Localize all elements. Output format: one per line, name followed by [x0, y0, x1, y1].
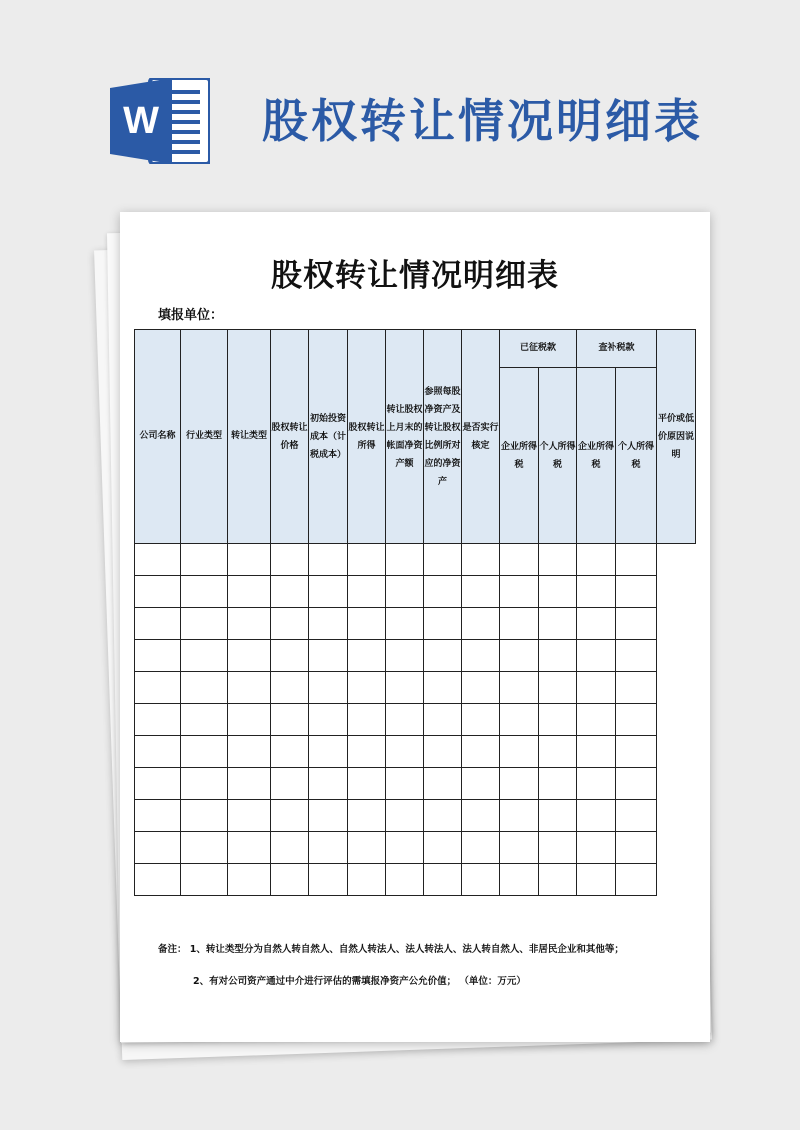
table-cell[interactable]	[500, 736, 539, 768]
table-cell[interactable]	[500, 864, 539, 896]
table-cell[interactable]	[181, 864, 228, 896]
table-cell[interactable]	[135, 544, 181, 576]
header-share-net-assets: 参照每股净资产及转让股权比例所对应的净资产	[424, 330, 462, 544]
table-cell[interactable]	[135, 832, 181, 864]
table-cell[interactable]	[616, 832, 657, 864]
share-transfer-table	[134, 329, 696, 896]
table-cell[interactable]	[348, 768, 386, 800]
table-cell[interactable]	[271, 800, 309, 832]
table-cell[interactable]	[228, 736, 271, 768]
table-cell[interactable]	[348, 576, 386, 608]
table-cell[interactable]	[228, 800, 271, 832]
table-cell[interactable]	[309, 736, 348, 768]
table-cell[interactable]	[181, 800, 228, 832]
header-supplement-tax: 查补税款	[577, 330, 657, 368]
table-cell[interactable]	[386, 736, 424, 768]
table-cell[interactable]	[135, 672, 181, 704]
table-cell[interactable]	[500, 704, 539, 736]
table-cell[interactable]	[386, 544, 424, 576]
table-cell[interactable]	[577, 736, 616, 768]
table-cell[interactable]	[181, 576, 228, 608]
table-cell[interactable]	[181, 704, 228, 736]
table-cell[interactable]	[309, 864, 348, 896]
table-cell[interactable]	[539, 576, 577, 608]
table-cell[interactable]	[309, 704, 348, 736]
table-cell[interactable]	[271, 608, 309, 640]
table-cell[interactable]	[539, 608, 577, 640]
table-cell[interactable]	[616, 704, 657, 736]
table-cell[interactable]	[309, 576, 348, 608]
table-cell[interactable]	[539, 800, 577, 832]
table-cell[interactable]	[386, 832, 424, 864]
header-transfer-type: 转让类型	[228, 330, 271, 544]
table-cell[interactable]	[271, 544, 309, 576]
header-industry-type: 行业类型	[181, 330, 228, 544]
table-cell[interactable]	[271, 832, 309, 864]
filler-unit-label: 填报单位：	[158, 308, 224, 323]
table-cell[interactable]	[539, 736, 577, 768]
table-cell[interactable]	[424, 736, 462, 768]
table-row	[135, 768, 696, 800]
table-cell[interactable]	[577, 544, 616, 576]
table-cell[interactable]	[500, 608, 539, 640]
table-cell[interactable]	[135, 576, 181, 608]
table-cell[interactable]	[228, 544, 271, 576]
table-cell[interactable]	[135, 800, 181, 832]
table-cell[interactable]	[500, 672, 539, 704]
table-cell[interactable]	[348, 672, 386, 704]
table-cell[interactable]	[271, 864, 309, 896]
table-row	[135, 672, 696, 704]
table-cell[interactable]	[271, 704, 309, 736]
table-cell[interactable]	[577, 768, 616, 800]
table-row	[135, 736, 696, 768]
table-cell[interactable]	[577, 864, 616, 896]
table-body	[135, 544, 696, 896]
table-cell[interactable]	[424, 672, 462, 704]
table-cell[interactable]	[424, 640, 462, 672]
table-cell[interactable]	[462, 608, 500, 640]
table-cell[interactable]	[135, 640, 181, 672]
banner-title: 股权转让情况明细表	[262, 94, 703, 148]
header-verified: 是否实行核定	[462, 330, 500, 544]
table-cell[interactable]	[228, 832, 271, 864]
table-cell[interactable]	[135, 736, 181, 768]
table-cell[interactable]	[348, 864, 386, 896]
header-transfer-income: 股权转让所得	[348, 330, 386, 544]
svg-text:W: W	[123, 100, 159, 142]
table-cell[interactable]	[616, 768, 657, 800]
table-cell[interactable]	[500, 768, 539, 800]
table-row	[135, 832, 696, 864]
table-cell[interactable]	[500, 576, 539, 608]
table-cell[interactable]	[462, 800, 500, 832]
header-company-name: 公司名称	[135, 330, 181, 544]
table-cell[interactable]	[462, 864, 500, 896]
table-cell[interactable]	[616, 608, 657, 640]
table-row	[135, 864, 696, 896]
table-cell[interactable]	[539, 864, 577, 896]
table-cell[interactable]	[616, 736, 657, 768]
table-cell[interactable]	[309, 800, 348, 832]
table-cell[interactable]	[181, 832, 228, 864]
table-cell[interactable]	[616, 640, 657, 672]
table-cell[interactable]	[348, 704, 386, 736]
table-cell[interactable]	[616, 544, 657, 576]
table-row	[135, 800, 696, 832]
table-cell[interactable]	[462, 672, 500, 704]
table-cell[interactable]	[577, 640, 616, 672]
table-cell[interactable]	[577, 608, 616, 640]
table-cell[interactable]	[424, 704, 462, 736]
table-cell[interactable]	[539, 672, 577, 704]
header-initial-cost: 初始投资成本（计税成本）	[309, 330, 348, 544]
table-cell[interactable]	[228, 768, 271, 800]
table-cell[interactable]	[386, 576, 424, 608]
table-cell[interactable]	[539, 704, 577, 736]
table-cell[interactable]	[386, 672, 424, 704]
table-cell[interactable]	[424, 544, 462, 576]
table-cell[interactable]	[135, 608, 181, 640]
header-collected-tax: 已征税款	[500, 330, 577, 368]
table-cell[interactable]	[135, 704, 181, 736]
table-cell[interactable]	[462, 768, 500, 800]
table-cell[interactable]	[271, 672, 309, 704]
table-row	[135, 608, 696, 640]
table-cell[interactable]	[271, 640, 309, 672]
table-cell[interactable]	[228, 576, 271, 608]
table-cell[interactable]	[424, 864, 462, 896]
table-row	[135, 704, 696, 736]
table-cell[interactable]	[228, 864, 271, 896]
table-cell[interactable]	[577, 672, 616, 704]
table-cell[interactable]	[386, 608, 424, 640]
table-row	[135, 640, 696, 672]
table-cell[interactable]	[228, 608, 271, 640]
table-cell[interactable]	[309, 832, 348, 864]
table-cell[interactable]	[539, 544, 577, 576]
table-cell[interactable]	[348, 832, 386, 864]
table-cell[interactable]	[135, 768, 181, 800]
table-cell[interactable]	[348, 800, 386, 832]
table-cell[interactable]	[462, 704, 500, 736]
note-line-1: 备注： 1、转让类型分为自然人转自然人、自然人转法人、法人转法人、法人转自然人、非居民企业和其他等；	[158, 944, 624, 955]
table-cell[interactable]	[181, 736, 228, 768]
table-cell[interactable]	[577, 704, 616, 736]
table-cell[interactable]	[616, 864, 657, 896]
table-cell[interactable]	[386, 800, 424, 832]
header-supplement-corporate-tax: 企业所得税	[577, 368, 616, 544]
table-cell[interactable]	[348, 608, 386, 640]
table-cell[interactable]	[462, 832, 500, 864]
table-cell[interactable]	[181, 768, 228, 800]
header-low-price-reason: 平价或低价原因说明	[657, 330, 696, 544]
table-cell[interactable]	[577, 832, 616, 864]
document-page	[120, 212, 710, 1042]
table-row	[135, 544, 696, 576]
header-collected-corporate-tax: 企业所得税	[500, 368, 539, 544]
table-cell[interactable]	[181, 640, 228, 672]
table-cell[interactable]	[228, 672, 271, 704]
notes	[158, 934, 624, 998]
header-collected-personal-tax: 个人所得税	[539, 368, 577, 544]
table-cell[interactable]	[309, 768, 348, 800]
table-cell[interactable]	[577, 576, 616, 608]
table-cell[interactable]	[181, 608, 228, 640]
table-cell[interactable]	[228, 640, 271, 672]
document-title: 股权转让情况明细表	[271, 258, 559, 294]
table-cell[interactable]	[462, 576, 500, 608]
table-cell[interactable]	[181, 672, 228, 704]
table-cell[interactable]	[616, 800, 657, 832]
table-cell[interactable]	[386, 864, 424, 896]
table-cell[interactable]	[181, 544, 228, 576]
table-cell[interactable]	[616, 576, 657, 608]
table-cell[interactable]	[500, 832, 539, 864]
header-transfer-price: 股权转让价格	[271, 330, 309, 544]
table-cell[interactable]	[309, 608, 348, 640]
table-cell[interactable]	[539, 768, 577, 800]
table-cell[interactable]	[500, 544, 539, 576]
table-cell[interactable]	[271, 768, 309, 800]
table-cell[interactable]	[424, 576, 462, 608]
table-cell[interactable]	[348, 640, 386, 672]
table-cell[interactable]	[424, 768, 462, 800]
table-cell[interactable]	[539, 832, 577, 864]
table-cell[interactable]	[309, 544, 348, 576]
table-cell[interactable]	[386, 768, 424, 800]
table-cell[interactable]	[424, 832, 462, 864]
table-cell[interactable]	[271, 576, 309, 608]
table-cell[interactable]	[228, 704, 271, 736]
table-cell[interactable]	[462, 640, 500, 672]
table-cell[interactable]	[462, 736, 500, 768]
table-cell[interactable]	[348, 544, 386, 576]
table-row	[135, 576, 696, 608]
note-line-2: 2、有对公司资产通过中介进行评估的需填报净资产公允价值； （单位：万元）	[193, 976, 526, 987]
table-cell[interactable]	[386, 640, 424, 672]
table-cell[interactable]	[500, 640, 539, 672]
header-supplement-personal-tax: 个人所得税	[616, 368, 657, 544]
table-cell[interactable]	[616, 672, 657, 704]
table-cell[interactable]	[500, 800, 539, 832]
table-cell[interactable]	[424, 608, 462, 640]
table-cell[interactable]	[539, 640, 577, 672]
table-cell[interactable]	[462, 544, 500, 576]
word-app-icon	[110, 78, 210, 164]
table-cell[interactable]	[309, 640, 348, 672]
table-cell[interactable]	[386, 704, 424, 736]
table-cell[interactable]	[271, 736, 309, 768]
table-cell[interactable]	[348, 736, 386, 768]
header-net-assets: 转让股权上月末的帐面净资产额	[386, 330, 424, 544]
table-cell[interactable]	[424, 800, 462, 832]
table-cell[interactable]	[135, 864, 181, 896]
table-cell[interactable]	[577, 800, 616, 832]
table-cell[interactable]	[309, 672, 348, 704]
